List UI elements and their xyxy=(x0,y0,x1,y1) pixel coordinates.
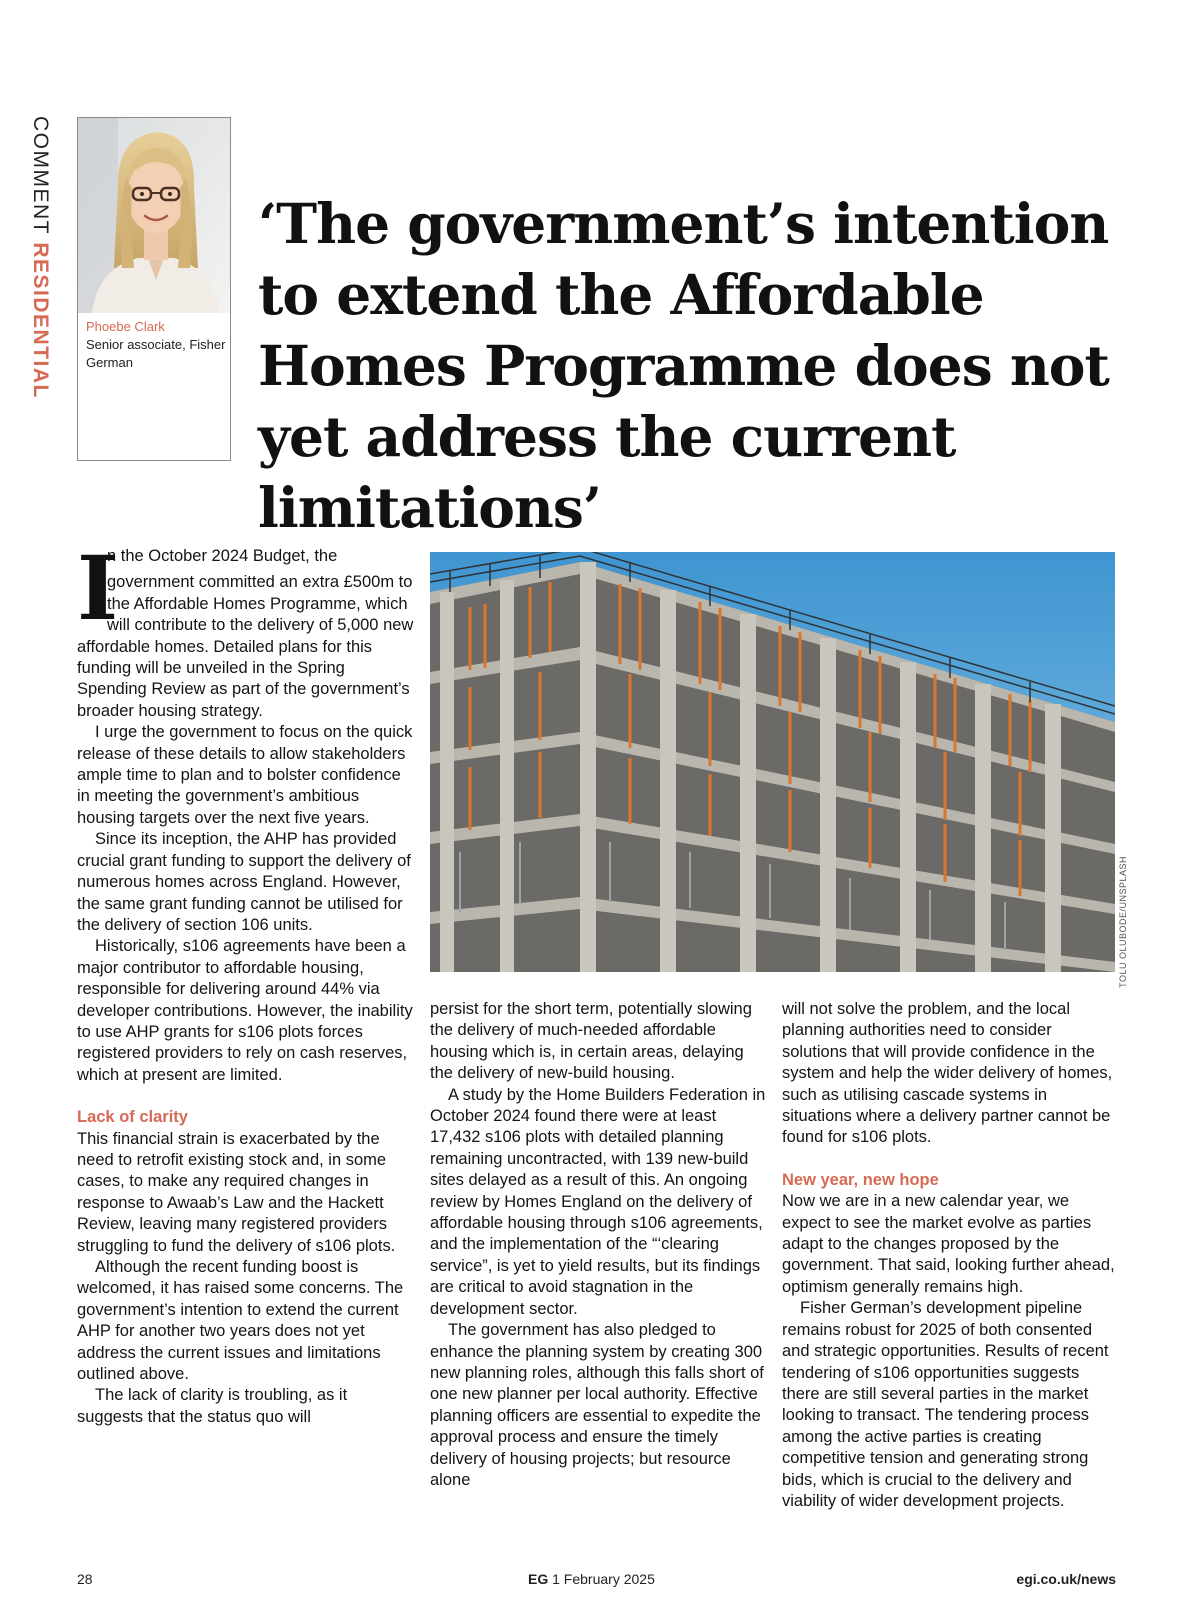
publication-name: EG xyxy=(528,1571,549,1587)
paragraph: The government has also pledged to enhance the planning system by creating 300 new planning roles, although this falls short of one new planner per local authority. Effective planning officers are essential to expedite the approval process and ensure the timely delivery of housing projects; but resource alone xyxy=(430,1321,764,1489)
drop-cap: I xyxy=(77,536,119,640)
subheading: New year, new hope xyxy=(782,1170,939,1189)
author-box xyxy=(77,117,231,461)
section-prefix: COMMENT xyxy=(29,116,52,235)
issue-date: 1 February 2025 xyxy=(552,1571,655,1587)
page-number: 28 xyxy=(77,1571,93,1587)
paragraph: will not solve the problem, and the local planning authorities need to consider solutions that will provide confidence in the system and help the wider delivery of homes, such as utilising cascade systems in situations where a delivery partner cannot be found for s106 plots. xyxy=(782,1000,1113,1147)
paragraph: In the October 2024 Budget, the government committed an extra £500m to the Affordable Homes Programme, which will contribute to the delivery of 5,000 new affordable homes. Detailed plans for this funding will be unveiled in the Spring Spending Review as part of the government’s broader housing strategy. xyxy=(77,547,414,720)
paragraph: Although the recent funding boost is welcomed, it has raised some concerns. The government’s intention to extend the current AHP for another two years does not yet address the current issues and limitations outlined above. xyxy=(77,1258,404,1384)
paragraph: I urge the government to focus on the quick release of these details to allow stakeholders ample time to plan and to bolster confidence in meeting the government’s ambitious housing targets over the next five years. xyxy=(77,723,413,827)
paragraph: The lack of clarity is troubling, as it suggests that the status quo will xyxy=(77,1386,348,1426)
construction-photo xyxy=(430,552,1115,972)
article-column-3 xyxy=(782,999,1120,1512)
author-name: Phoebe Clark xyxy=(86,319,165,334)
section-name: RESIDENTIAL xyxy=(29,242,52,399)
publication-date xyxy=(528,1571,655,1587)
paragraph: Fisher German’s development pipeline remains robust for 2025 of both consented and strategic opportunities. Results of recent tendering of s106 opportunities suggests there are still several parties in the market looking to transact. The tendering process among the active parties is creating competitive tension and generating strong bids, which is crucial to the delivery and viability of wider development projects. xyxy=(782,1299,1109,1510)
article-column-2 xyxy=(430,999,768,1491)
subheading: Lack of clarity xyxy=(77,1108,188,1127)
article-column-1 xyxy=(77,536,415,1428)
author-role: Senior associate, Fisher German xyxy=(86,337,226,370)
paragraph: A study by the Home Builders Federation in October 2024 found there were at least 17,432 s106 plots with detailed planning remaining uncontracted, with 139 new-build sites delayed as a result of this. An ongoing review by Homes England on the delivery of affordable housing through s106 agreements, and the implementation of the “‘clearing service”, is yet to yield results, but its findings are critical to avoid stagnation in the development sector. xyxy=(430,1085,766,1318)
photo-credit: TOLU OLUBODE/UNSPLASH xyxy=(1118,856,1128,988)
paragraph: persist for the short term, potentially slowing the delivery of much-needed affordable housing which is, in certain areas, delaying the delivery of new-build housing. xyxy=(430,1000,752,1083)
section-label xyxy=(30,116,51,399)
paragraph: Since its inception, the AHP has provided crucial grant funding to support the delivery of numerous homes across England. However, the same grant funding cannot be utilised for the delivery of section 106 units. xyxy=(77,830,411,934)
website-link[interactable]: egi.co.uk/news xyxy=(1016,1571,1116,1587)
paragraph: Historically, s106 agreements have been a major contributor to affordable housing, responsible for delivering around 44% via developer contributions. However, the inability to use AHP grants for s106 plots forces registered providers to rely on cash reserves, which at present are limited. xyxy=(77,937,413,1084)
author-portrait xyxy=(78,118,230,313)
headline: ‘The government’s intention to extend the Affordable Homes Programme does not yet address the current limitations’ xyxy=(258,191,1109,540)
paragraph: This financial strain is exacerbated by the need to retrofit existing stock and, in some cases, to make any required changes in response to Awaab’s Law and the Hackett Review, leaving many registered providers struggling to fund the delivery of s106 plots. xyxy=(77,1129,396,1255)
paragraph: Now we are in a new calendar year, we expect to see the market evolve as parties adapt to the changes proposed by the government. That said, looking further ahead, optimism generally remains high. xyxy=(782,1192,1115,1296)
